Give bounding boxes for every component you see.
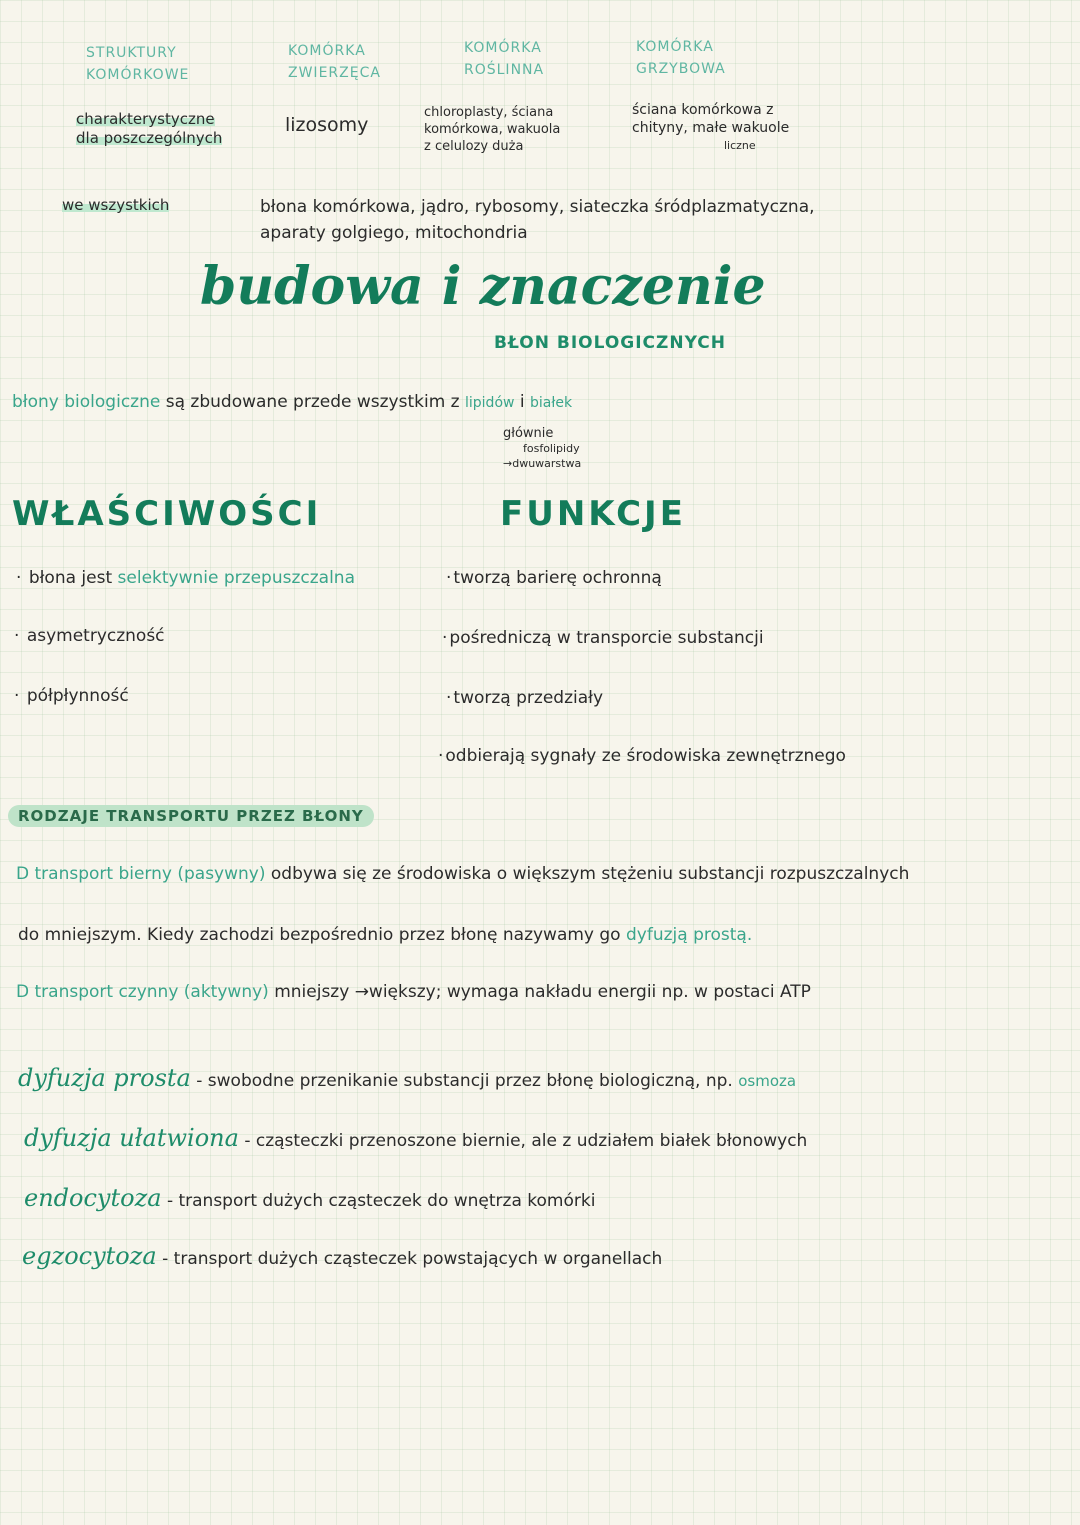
lipid-note-1: głównie bbox=[503, 426, 554, 441]
function-2-text: pośredniczą w transporcie substancji bbox=[449, 628, 764, 648]
intro-proteins: białek bbox=[530, 395, 573, 411]
all-line-2: aparaty golgiego, mitochondria bbox=[260, 223, 528, 243]
term-exocytosis-def: - transport dużych cząsteczek powstających w organellach bbox=[162, 1249, 663, 1269]
passive-transport-line-1 bbox=[16, 864, 909, 884]
plant-cell-structures bbox=[424, 104, 560, 155]
passive-transport-line-2 bbox=[18, 925, 752, 945]
intro-rest: są zbudowane przede wszystkim z bbox=[165, 392, 460, 412]
term-simple-diffusion-extra: osmoza bbox=[738, 1072, 797, 1090]
plant-line-3: z celulozy duża bbox=[424, 139, 524, 154]
lipid-note bbox=[503, 426, 581, 471]
header-structures: STRUKTURY KOMÓRKOWE bbox=[86, 45, 190, 83]
plant-line-1: chloroplasty, ściana bbox=[424, 105, 554, 120]
all-cells-structures bbox=[260, 194, 815, 246]
term-facilitated-diffusion bbox=[24, 1124, 807, 1152]
fungal-cell-structures bbox=[632, 101, 789, 155]
term-endocytosis-def: - transport dużych cząsteczek do wnętrza komórki bbox=[166, 1191, 596, 1211]
term-simple-diffusion-def: - swobodne przenikanie substancji przez błonę biologiczną, np. bbox=[196, 1071, 733, 1091]
function-4-text: odbierają sygnały ze środowiska zewnętrznego bbox=[445, 746, 846, 766]
header-plant-cell: KOMÓRKA ROŚLINNA bbox=[464, 40, 545, 78]
active-transport-term: D transport czynny (aktywny) bbox=[16, 982, 269, 1002]
function-2 bbox=[442, 628, 764, 648]
row-label-all-text: we wszystkich bbox=[62, 196, 170, 214]
term-facilitated-diffusion-name: dyfuzja ułatwiona bbox=[24, 1124, 239, 1152]
function-1-text: tworzą barierę ochronną bbox=[453, 568, 662, 588]
active-transport-line bbox=[16, 982, 811, 1002]
function-3 bbox=[446, 688, 603, 708]
active-transport-desc: mniejszy →większy; wymaga nakładu energii np. w postaci ATP bbox=[274, 982, 811, 1002]
term-exocytosis bbox=[22, 1242, 662, 1270]
term-endocytosis-name: endocytoza bbox=[24, 1184, 162, 1212]
term-simple-diffusion-name: dyfuzja prosta bbox=[18, 1064, 191, 1092]
fungal-line-3: liczne bbox=[724, 139, 756, 152]
property-2-text: asymetryczność bbox=[26, 626, 165, 646]
function-1 bbox=[446, 568, 662, 588]
intro-lead: błony biologiczne bbox=[12, 392, 161, 412]
function-4 bbox=[438, 746, 846, 766]
properties-heading: WŁAŚCIWOŚCI bbox=[12, 494, 322, 534]
header-animal-cell: KOMÓRKA ZWIERZĘCA bbox=[288, 43, 381, 81]
property-1-b: selektywnie przepuszczalna bbox=[117, 568, 355, 588]
fungal-line-1: ściana komórkowa z bbox=[632, 102, 774, 118]
passive-transport-desc-2: do mniejszym. Kiedy zachodzi bezpośrednio przez błonę nazywamy go bbox=[18, 925, 621, 945]
row-label-all bbox=[62, 196, 169, 215]
plant-line-2: komórkowa, wakuola bbox=[424, 122, 561, 137]
row-label-characteristic-text: charakterystyczne dla poszczególnych bbox=[76, 110, 223, 147]
function-3-text: tworzą przedziały bbox=[453, 688, 604, 708]
property-1-a: błona jest bbox=[28, 568, 113, 588]
intro-lipids: lipidów bbox=[465, 395, 515, 411]
fungal-line-2: chityny, małe wakuole bbox=[632, 120, 790, 136]
row-label-characteristic bbox=[76, 110, 236, 148]
lipid-note-3: →dwuwarstwa bbox=[503, 457, 582, 470]
functions-heading: FUNKCJE bbox=[500, 494, 686, 534]
intro-sentence bbox=[12, 392, 572, 412]
term-exocytosis-name: egzocytoza bbox=[22, 1242, 157, 1270]
page-subtitle: BŁON BIOLOGICZNYCH bbox=[494, 333, 726, 353]
property-3-text: półpłynność bbox=[26, 686, 129, 706]
passive-transport-desc: odbywa się ze środowiska o większym stężeniu substancji rozpuszczalnych bbox=[270, 864, 910, 884]
animal-cell-lysosomes: lizosomy bbox=[285, 114, 369, 136]
simple-diffusion-ref: dyfuzją prostą. bbox=[626, 925, 753, 945]
transport-section-label: RODZAJE TRANSPORTU PRZEZ BŁONY bbox=[8, 805, 374, 827]
term-endocytosis bbox=[24, 1184, 595, 1212]
property-2 bbox=[14, 626, 165, 646]
intro-and: i bbox=[519, 392, 525, 412]
passive-transport-term: D transport bierny (pasywny) bbox=[16, 864, 266, 884]
header-fungal-cell: KOMÓRKA GRZYBOWA bbox=[636, 39, 726, 77]
term-simple-diffusion bbox=[18, 1064, 796, 1092]
lipid-note-2: fosfolipidy bbox=[523, 442, 580, 455]
property-3 bbox=[14, 686, 129, 706]
property-1 bbox=[16, 568, 355, 588]
all-line-1: błona komórkowa, jądro, rybosomy, siateczka śródplazmatyczna, bbox=[260, 197, 815, 217]
page-title: budowa i znaczenie bbox=[200, 256, 766, 317]
term-facilitated-diffusion-def: - cząsteczki przenoszone biernie, ale z udziałem białek błonowych bbox=[244, 1131, 808, 1151]
